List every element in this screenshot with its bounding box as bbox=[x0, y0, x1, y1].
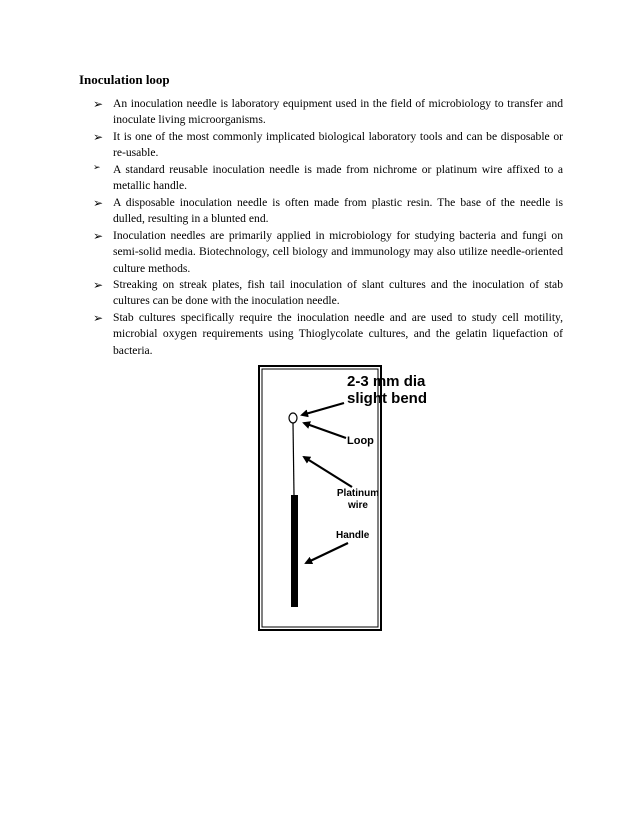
list-item-text: Stab cultures specifically require the inoculation needle and are used to study cell motility, microbial oxygen requirements using Thioglycolate cultures, and the gelatin liquefaction of bacteria. bbox=[113, 311, 563, 357]
list-item-text: An inoculation needle is laboratory equipment used in the field of microbiology to transfer and inoculate living microorganisms. bbox=[113, 97, 563, 127]
arrow-bullet-icon: ➢ bbox=[93, 278, 104, 292]
arrow-bullet-icon: ➢ bbox=[93, 311, 104, 325]
arrow-bullet-icon: ➢ bbox=[93, 97, 104, 111]
list-item bbox=[93, 310, 563, 359]
list-item-text: Inoculation needles are primarily applied in microbiology for studying bacteria and fungi on semi-solid media. Biotechnology, cell biology and immunology may also utilize needle-oriented culture methods. bbox=[113, 229, 563, 275]
arrow-bullet-icon: ➢ bbox=[93, 229, 104, 243]
list-item-text: It is one of the most commonly implicated biological laboratory tools and can be disposable or re-usable. bbox=[113, 130, 563, 160]
list-item bbox=[93, 129, 563, 162]
list-item bbox=[93, 96, 563, 129]
list-item-text: A standard reusable inoculation needle is made from nichrome or platinum wire affixed to a metallic handle. bbox=[113, 163, 563, 193]
arrow-bullet-icon: ➢ bbox=[93, 163, 101, 173]
arrow-bullet-icon: ➢ bbox=[93, 196, 104, 210]
section-heading: Inoculation loop bbox=[79, 72, 170, 87]
list-item bbox=[93, 162, 563, 195]
list-item-text: Streaking on streak plates, fish tail inoculation of slant cultures and the inoculation of stab cultures can be done with the inoculation needle. bbox=[113, 278, 563, 308]
inoculation-loop-figure bbox=[258, 365, 427, 631]
dia-label: 2-3 mm dia slight bend bbox=[347, 373, 427, 407]
bullet-list bbox=[93, 96, 563, 359]
list-item bbox=[93, 195, 563, 228]
list-item bbox=[93, 228, 563, 277]
loop-label: Loop bbox=[347, 435, 374, 447]
platinum-wire-label: Platinum wire bbox=[336, 488, 380, 511]
list-item bbox=[93, 277, 563, 310]
handle-bar bbox=[291, 495, 298, 607]
handle-label: Handle bbox=[336, 530, 370, 541]
arrow-bullet-icon: ➢ bbox=[93, 130, 104, 144]
list-item-text: A disposable inoculation needle is often made from plastic resin. The base of the needle is dulled, resulting in a blunted end. bbox=[113, 196, 563, 226]
